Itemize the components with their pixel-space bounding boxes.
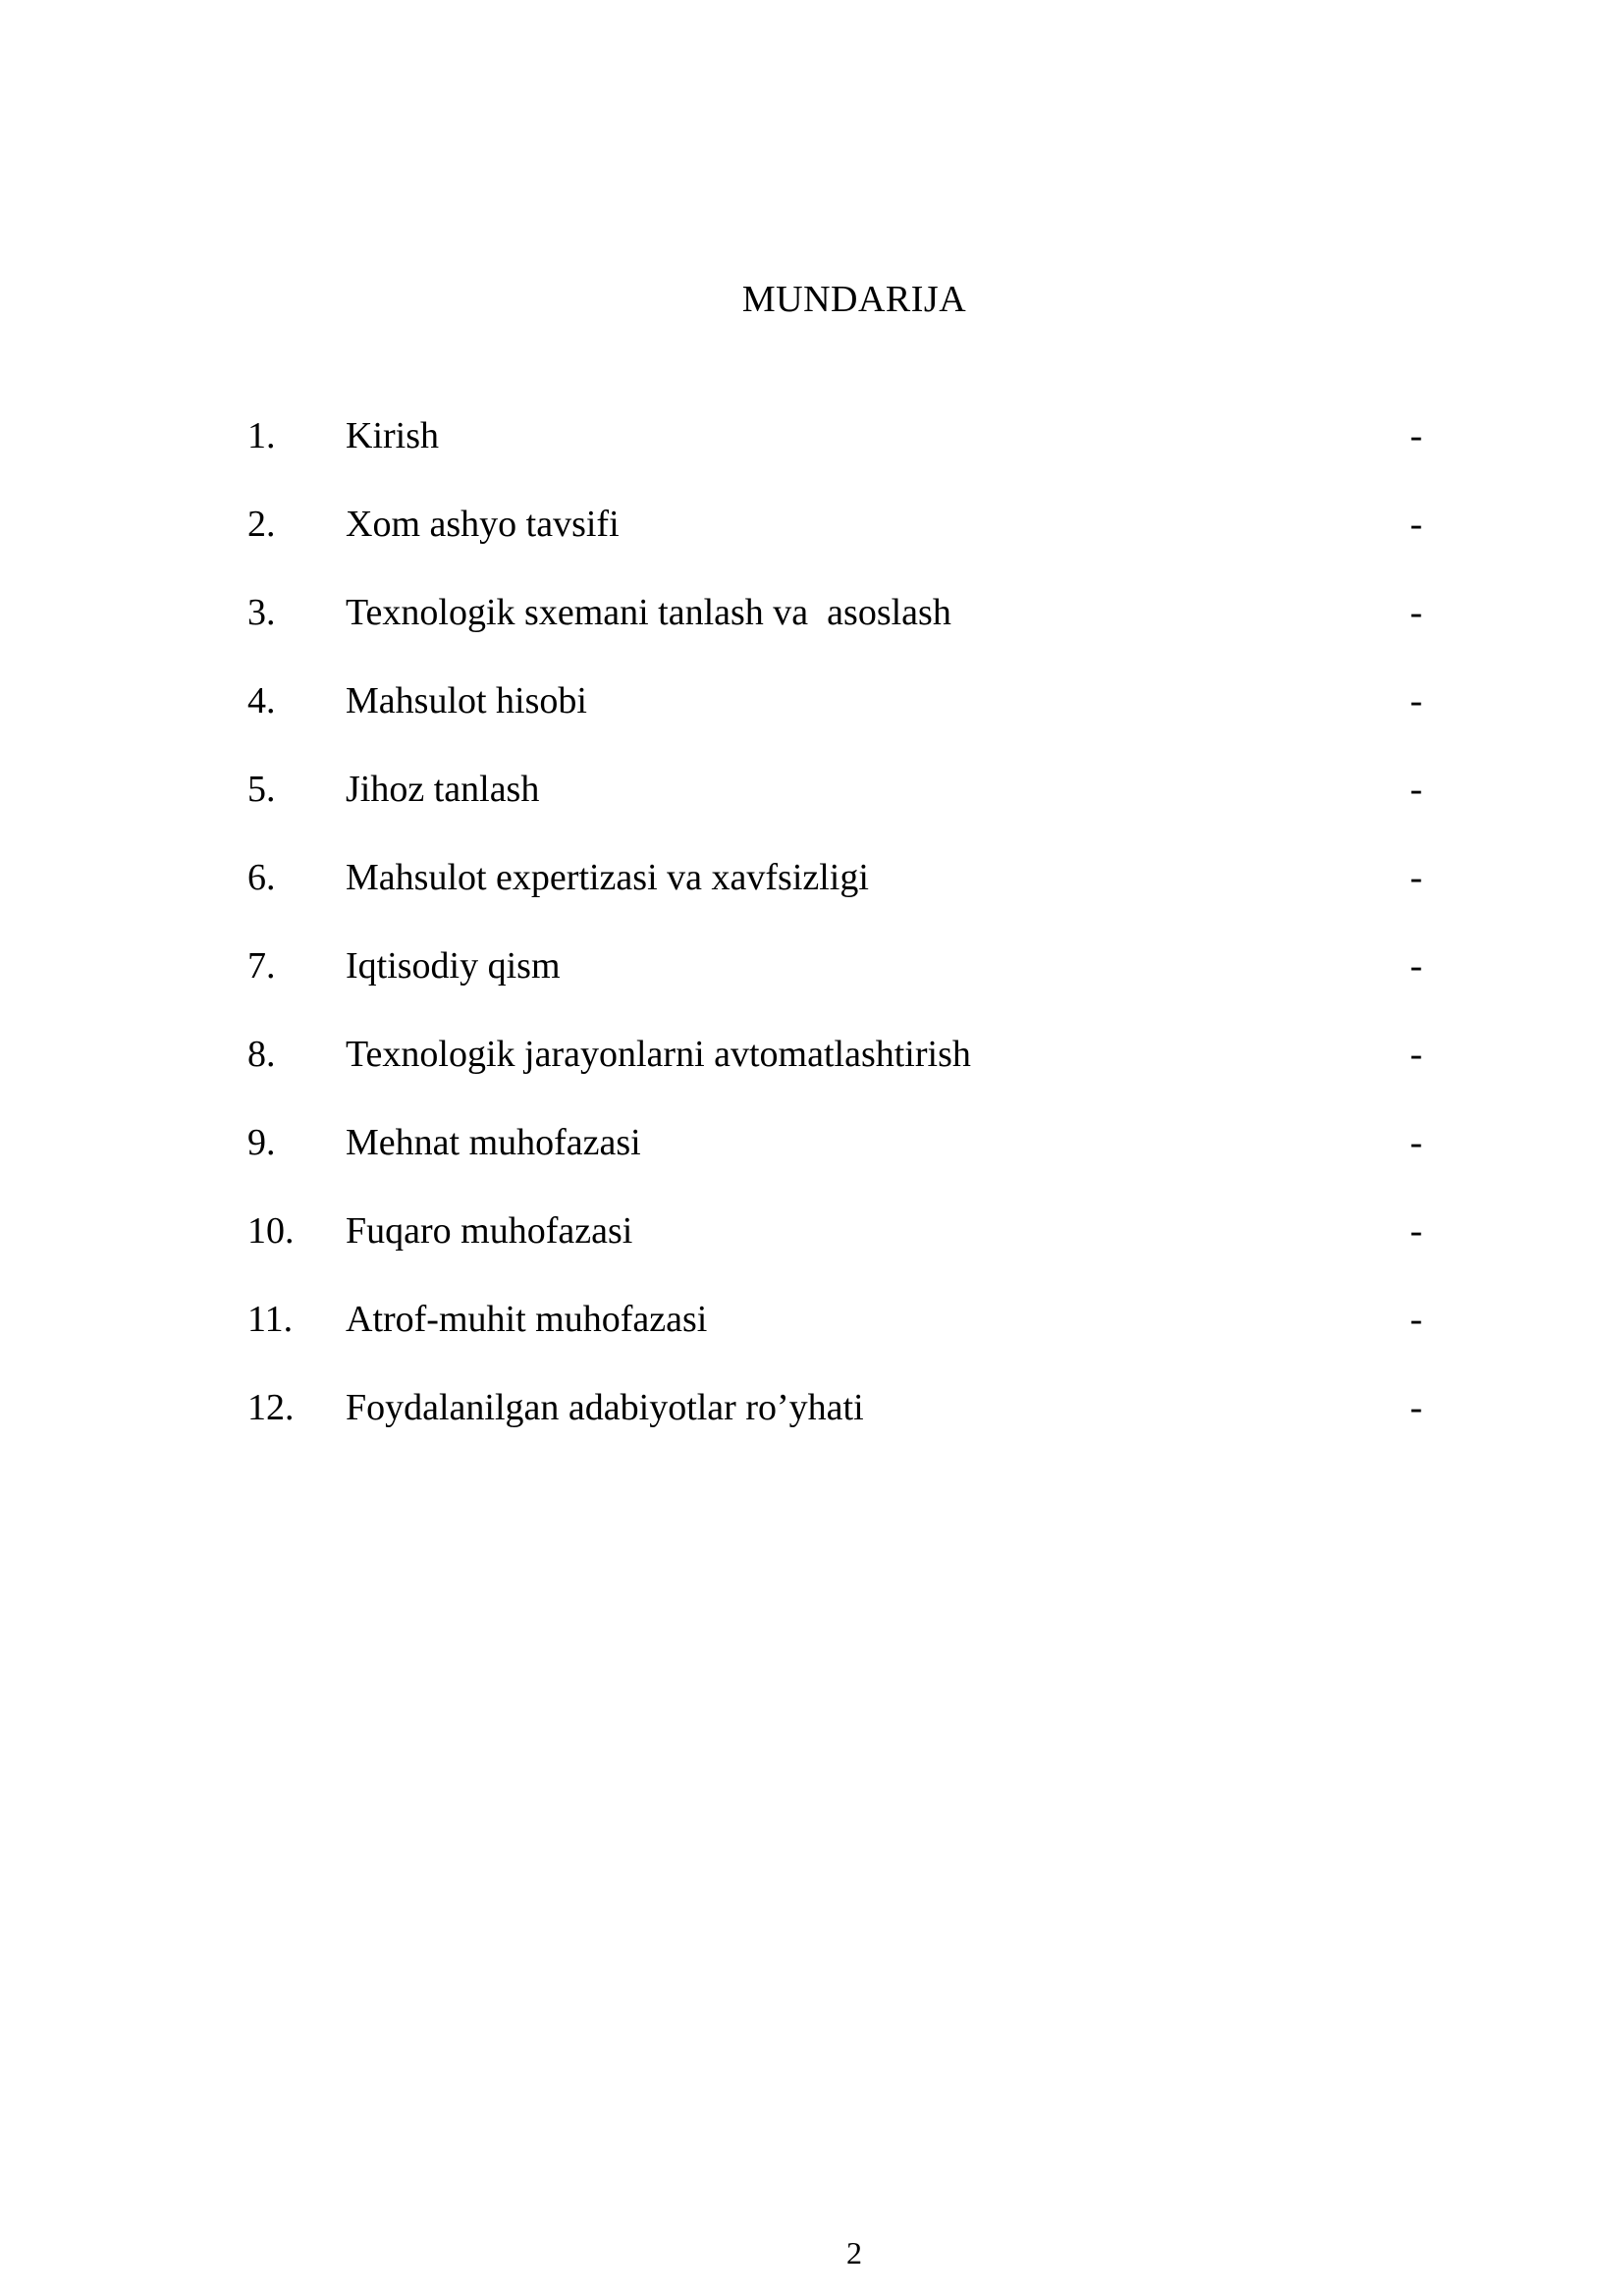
toc-entry: [247, 587, 1426, 675]
toc-entry-number: 9.: [247, 1122, 276, 1163]
toc-entry-number: 10.: [247, 1210, 295, 1252]
toc-entry-page: -: [1410, 1299, 1423, 1340]
toc-entry-number: 8.: [247, 1034, 276, 1075]
toc-entry-page: -: [1410, 415, 1423, 456]
toc-entry: [247, 499, 1426, 587]
toc-entry-number: 12.: [247, 1387, 295, 1428]
toc-entry-title: Fuqaro muhofazasi: [346, 1210, 633, 1252]
toc-entry: [247, 852, 1426, 940]
toc-entry-title: Xom ashyo tavsifi: [346, 504, 620, 545]
toc-entry-title: Mahsulot expertizasi va xavfsizligi: [346, 857, 869, 898]
toc-entry-page: -: [1410, 1122, 1423, 1163]
toc-entry: [247, 1294, 1426, 1382]
toc-entry-title: Texnologik sxemani tanlash va asoslash: [346, 592, 951, 633]
toc-entry-title: Mehnat muhofazasi: [346, 1122, 641, 1163]
toc-entry: [247, 1029, 1426, 1117]
toc-entry-page: -: [1410, 504, 1423, 545]
toc-entry-page: -: [1410, 680, 1423, 721]
page-number: 2: [846, 2235, 862, 2270]
toc-entry-page: -: [1410, 1387, 1423, 1428]
toc-entry-title: Foydalanilgan adabiyotlar ro’yhati: [346, 1387, 864, 1428]
toc-entry: [247, 940, 1426, 1029]
toc-entry-title: Jihoz tanlash: [346, 769, 540, 810]
toc-entry-number: 11.: [247, 1299, 294, 1340]
toc-entry-title: Iqtisodiy qism: [346, 945, 561, 987]
toc-entry: [247, 1117, 1426, 1205]
toc-entry-title: Atrof-muhit muhofazasi: [346, 1299, 708, 1340]
toc-entry-number: 6.: [247, 857, 276, 898]
toc-entry-title: Mahsulot hisobi: [346, 680, 587, 721]
toc-entry-number: 4.: [247, 680, 276, 721]
toc-entry-page: -: [1410, 857, 1423, 898]
toc-entry: [247, 764, 1426, 852]
toc-entry-title: Kirish: [346, 415, 439, 456]
page-title: MUNDARIJA: [741, 279, 967, 320]
toc-entry-number: 5.: [247, 769, 276, 810]
table-of-contents: [247, 410, 1426, 1470]
toc-entry-number: 7.: [247, 945, 276, 987]
toc-entry-number: 1.: [247, 415, 276, 456]
toc-entry-page: -: [1410, 945, 1423, 987]
toc-entry-title: Texnologik jarayonlarni avtomatlashtirish: [346, 1034, 971, 1075]
toc-entry: [247, 1205, 1426, 1294]
toc-entry: [247, 675, 1426, 764]
toc-entry-number: 2.: [247, 504, 276, 545]
toc-entry-number: 3.: [247, 592, 276, 633]
toc-entry-page: -: [1410, 769, 1423, 810]
toc-entry-page: -: [1410, 1210, 1423, 1252]
toc-entry: [247, 410, 1426, 499]
toc-entry-page: -: [1410, 1034, 1423, 1075]
toc-entry-page: -: [1410, 592, 1423, 633]
toc-entry: [247, 1382, 1426, 1470]
